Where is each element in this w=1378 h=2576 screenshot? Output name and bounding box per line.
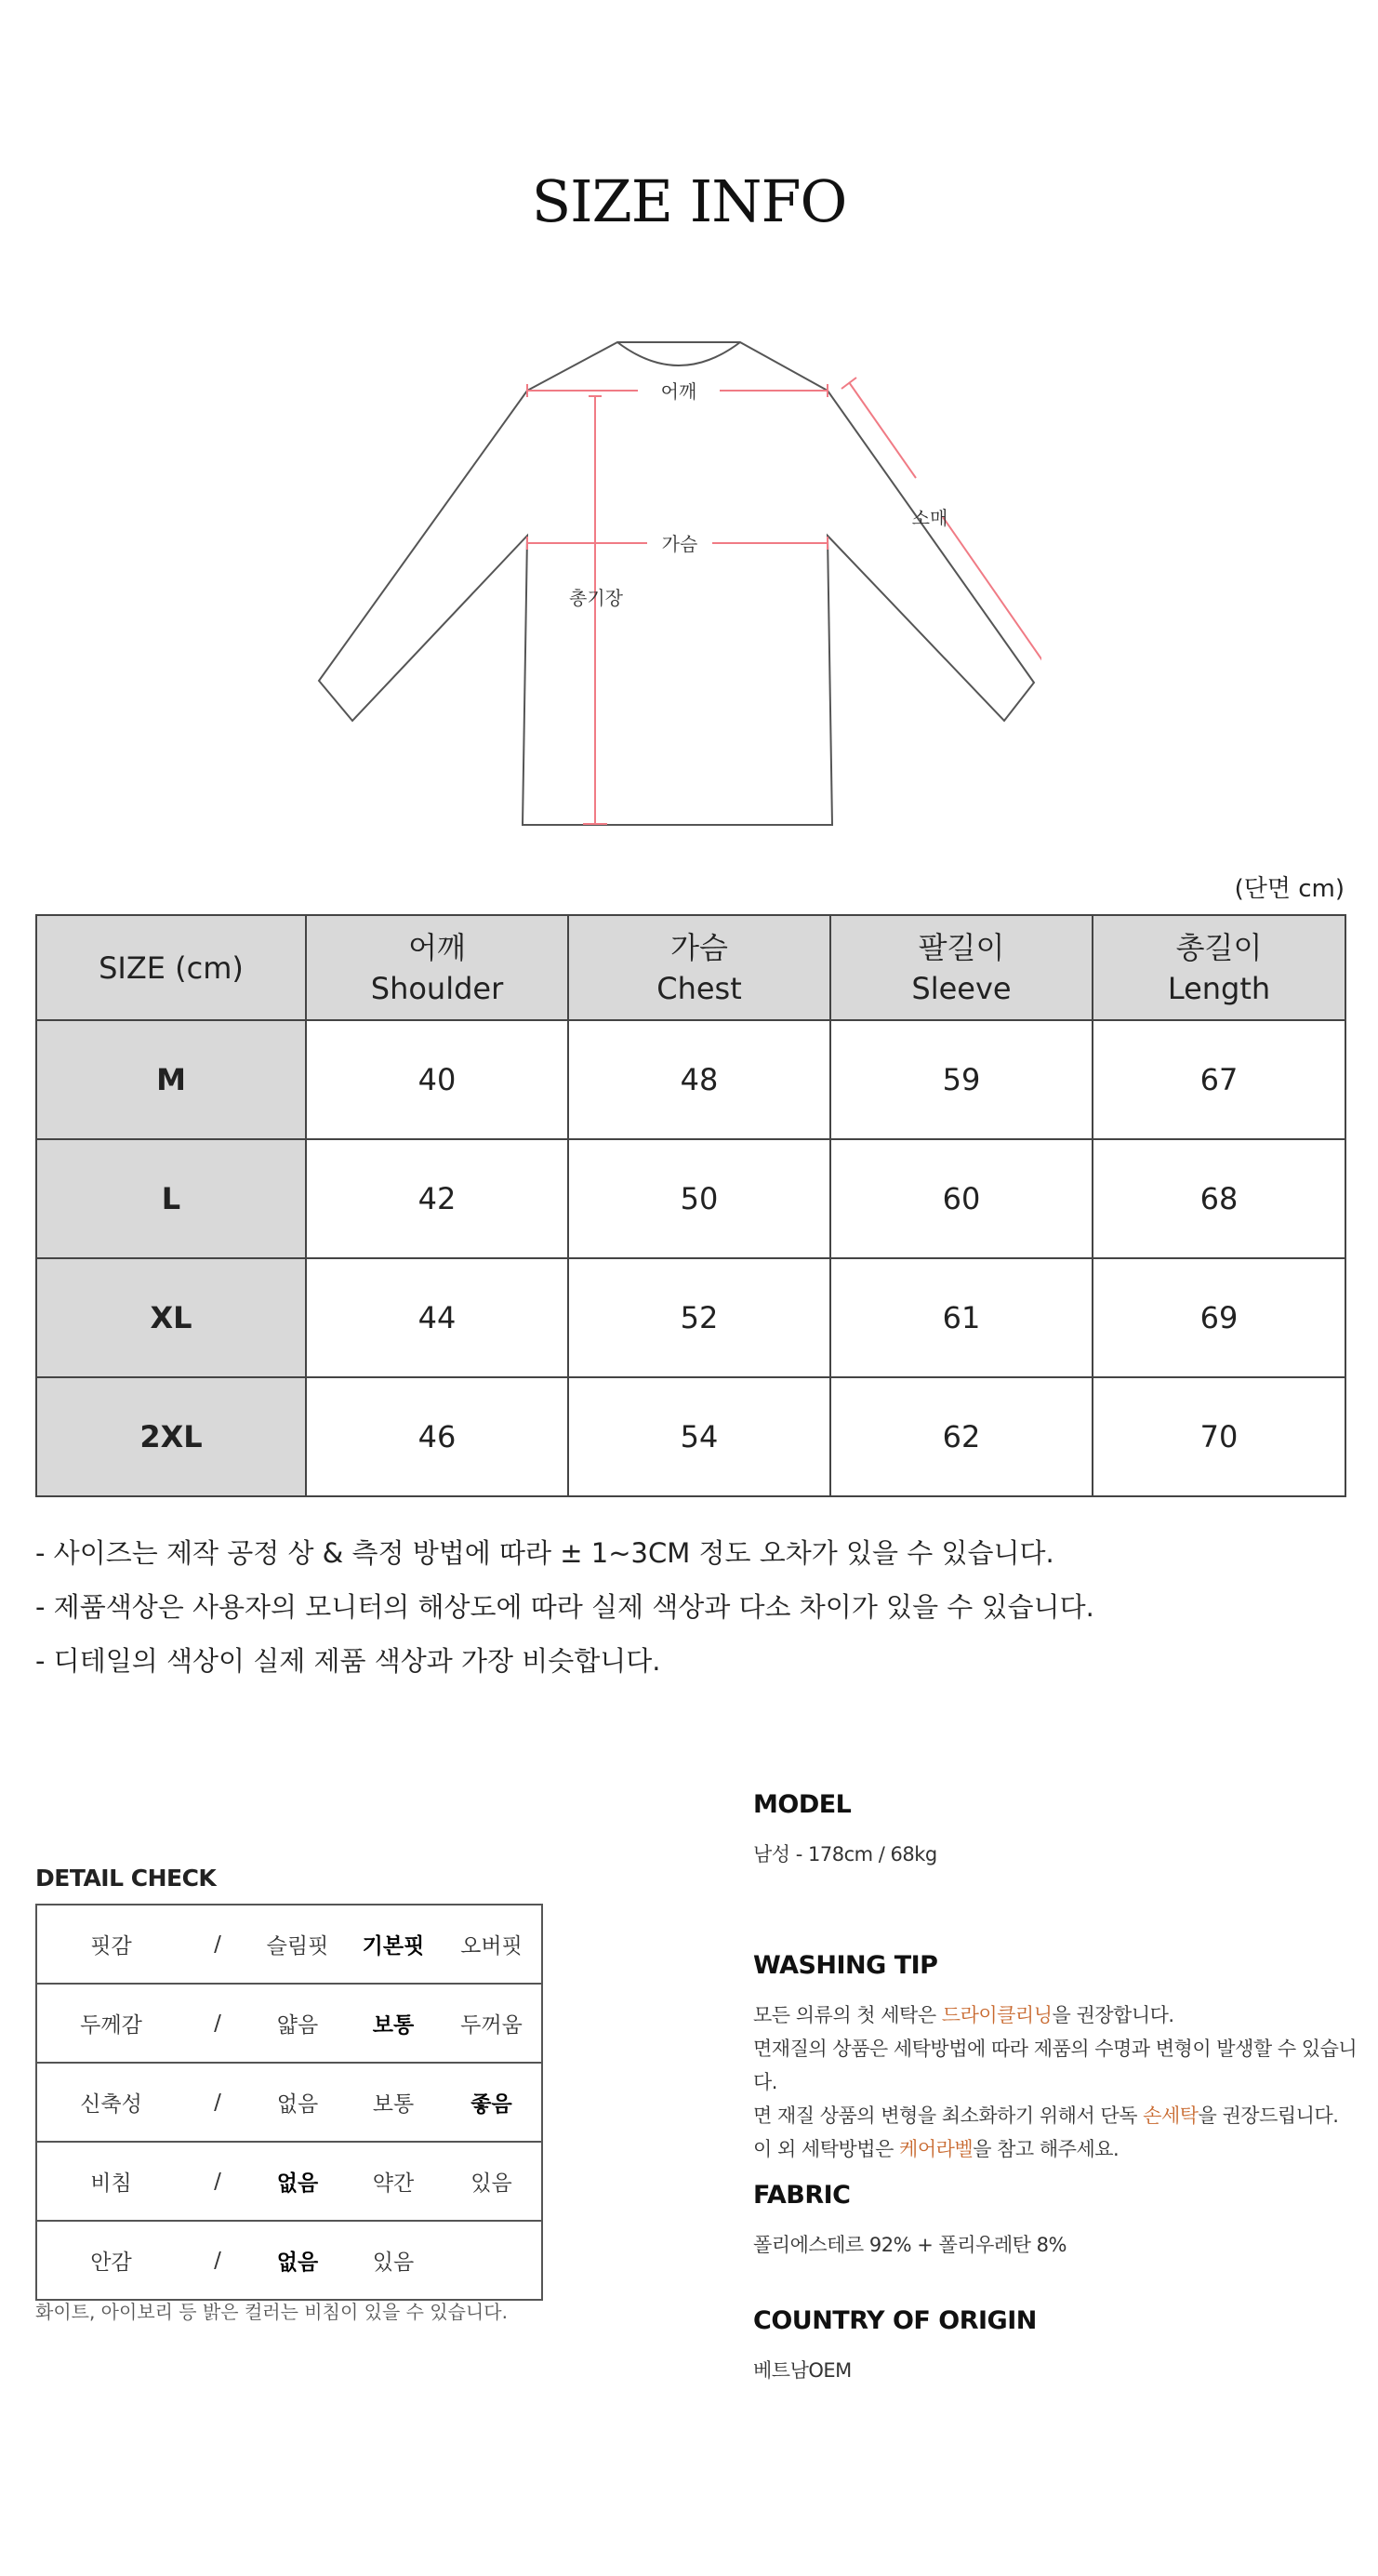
origin-text: 베트남OEM <box>753 2359 852 2382</box>
table-row <box>36 1139 1345 1258</box>
value-cell: 70 <box>1093 1377 1345 1496</box>
detail-option-selected: 없음 <box>250 2142 345 2221</box>
size-cell: L <box>36 1139 306 1258</box>
detail-label: 두께감 <box>36 1984 185 2063</box>
fabric-text: 폴리에스테르 92% + 폴리우레탄 8% <box>753 2234 1067 2256</box>
value-cell: 44 <box>306 1258 568 1377</box>
text-span: 을 참고 해주세요. <box>973 2138 1120 2160</box>
detail-option: 오버핏 <box>442 1905 542 1984</box>
note-line: - 디테일의 색상이 실제 제품 색상과 가장 비슷합니다. <box>35 1645 661 1677</box>
value-cell: 42 <box>306 1139 568 1258</box>
detail-label: 신축성 <box>36 2063 185 2142</box>
detail-row-fit <box>36 1905 542 1984</box>
header-ko: 팔길이 <box>918 929 1005 965</box>
note-line: - 제품색상은 사용자의 모니터의 해상도에 따라 실제 색상과 다소 차이가 있을 수 있습니다. <box>35 1591 1094 1623</box>
model-heading: MODEL <box>753 1790 852 1819</box>
detail-sep: / <box>185 2221 250 2300</box>
detail-sep: / <box>185 2142 250 2221</box>
value-cell: 54 <box>568 1377 830 1496</box>
value-cell: 68 <box>1093 1139 1345 1258</box>
washing-line <box>753 2099 1358 2132</box>
header-ko: 가슴 <box>670 929 728 965</box>
detail-check-table <box>35 1904 543 2301</box>
detail-label: 안감 <box>36 2221 185 2300</box>
unit-note: (단면 cm) <box>1234 875 1345 903</box>
text-span: 면 재질 상품의 변형을 최소화하기 위해서 단독 <box>753 2105 1144 2127</box>
fabric-section <box>753 2181 1358 2262</box>
detail-option-selected: 보통 <box>345 1984 442 2063</box>
value-cell: 48 <box>568 1020 830 1139</box>
text-span: 을 권장합니다. <box>1052 2004 1174 2026</box>
label-length: 총기장 <box>569 587 623 609</box>
value-cell: 61 <box>830 1258 1093 1377</box>
highlight-span: 케어라벨 <box>899 2138 974 2160</box>
value-cell: 69 <box>1093 1258 1345 1377</box>
washing-text <box>753 1998 1358 2166</box>
size-cell: 2XL <box>36 1377 306 1496</box>
model-text: 남성 - 178cm / 68kg <box>753 1843 937 1866</box>
header-en: Chest <box>656 970 742 1006</box>
detail-check-title: DETAIL CHECK <box>35 1865 217 1892</box>
value-cell: 67 <box>1093 1020 1345 1139</box>
detail-label: 핏감 <box>36 1905 185 1984</box>
size-table-header <box>36 915 1345 1020</box>
washing-line <box>753 1998 1358 2032</box>
detail-row-sheerness <box>36 2142 542 2221</box>
value-cell: 50 <box>568 1139 830 1258</box>
header-size <box>36 915 306 1020</box>
size-cell: M <box>36 1020 306 1139</box>
table-row <box>36 1377 1345 1496</box>
label-sleeve: 소매 <box>911 507 948 529</box>
value-cell: 62 <box>830 1377 1093 1496</box>
text-span: 이 외 세탁방법은 <box>753 2138 900 2160</box>
highlight-span: 드라이클리닝 <box>941 2004 1053 2026</box>
detail-row-thickness <box>36 1984 542 2063</box>
header-en: Sleeve <box>911 970 1012 1006</box>
header-length <box>1093 915 1345 1020</box>
highlight-span: 손세탁 <box>1143 2105 1199 2127</box>
detail-option: 약간 <box>345 2142 442 2221</box>
model-section <box>753 1790 1358 1871</box>
value-cell: 60 <box>830 1139 1093 1258</box>
label-chest: 가슴 <box>661 533 698 555</box>
value-cell: 46 <box>306 1377 568 1496</box>
detail-option: 없음 <box>250 2063 345 2142</box>
table-row <box>36 1020 1345 1139</box>
detail-label: 비침 <box>36 2142 185 2221</box>
detail-option: 슬림핏 <box>250 1905 345 1984</box>
detail-check-note: 화이트, 아이보리 등 밝은 컬러는 비침이 있을 수 있습니다. <box>35 2301 508 2323</box>
size-cell: XL <box>36 1258 306 1377</box>
note-line: - 사이즈는 제작 공정 상 & 측정 방법에 따라 ± 1~3CM 정도 오차가 있을 수 있습니다. <box>35 1537 1054 1569</box>
fabric-heading: FABRIC <box>753 2181 851 2210</box>
value-cell: 40 <box>306 1020 568 1139</box>
header-ko: 총길이 <box>1175 929 1263 965</box>
detail-sep: / <box>185 2063 250 2142</box>
detail-option-empty <box>442 2221 542 2300</box>
header-en: Length <box>1167 970 1271 1006</box>
origin-heading: COUNTRY OF ORIGIN <box>753 2306 1037 2335</box>
washing-line <box>753 2132 1358 2166</box>
detail-option-selected: 좋음 <box>442 2063 542 2142</box>
header-sleeve <box>830 915 1093 1020</box>
detail-sep: / <box>185 1984 250 2063</box>
header-shoulder <box>306 915 568 1020</box>
text-span: 모든 의류의 첫 세탁은 <box>753 2004 942 2026</box>
size-notes <box>35 1533 1094 1694</box>
washing-section <box>753 1951 1358 2166</box>
detail-option-selected: 없음 <box>250 2221 345 2300</box>
table-row <box>36 1258 1345 1377</box>
detail-option: 있음 <box>442 2142 542 2221</box>
washing-line: 면재질의 상품은 세탁방법에 따라 제품의 수명과 변형이 발생할 수 있습니다. <box>753 2038 1358 2093</box>
header-en: Shoulder <box>370 970 504 1006</box>
header-ko: 어깨 <box>408 929 466 965</box>
size-table <box>35 914 1346 1497</box>
label-shoulder: 어깨 <box>660 380 697 403</box>
header-chest <box>568 915 830 1020</box>
origin-section <box>753 2306 1358 2387</box>
header-size-label: SIZE (cm) <box>99 949 244 986</box>
detail-option: 얇음 <box>250 1984 345 2063</box>
detail-row-stretch <box>36 2063 542 2142</box>
garment-outline <box>319 342 1034 825</box>
detail-sep: / <box>185 1905 250 1984</box>
detail-option: 두꺼움 <box>442 1984 542 2063</box>
detail-row-lining <box>36 2221 542 2300</box>
detail-option-selected: 기본핏 <box>345 1905 442 1984</box>
page-title: SIZE INFO <box>531 167 847 235</box>
washing-heading: WASHING TIP <box>753 1951 938 1980</box>
text-span: 을 권장드립니다. <box>1198 2105 1339 2127</box>
value-cell: 59 <box>830 1020 1093 1139</box>
garment-measurement-diagram <box>307 325 1041 837</box>
detail-option: 보통 <box>345 2063 442 2142</box>
value-cell: 52 <box>568 1258 830 1377</box>
detail-option: 있음 <box>345 2221 442 2300</box>
